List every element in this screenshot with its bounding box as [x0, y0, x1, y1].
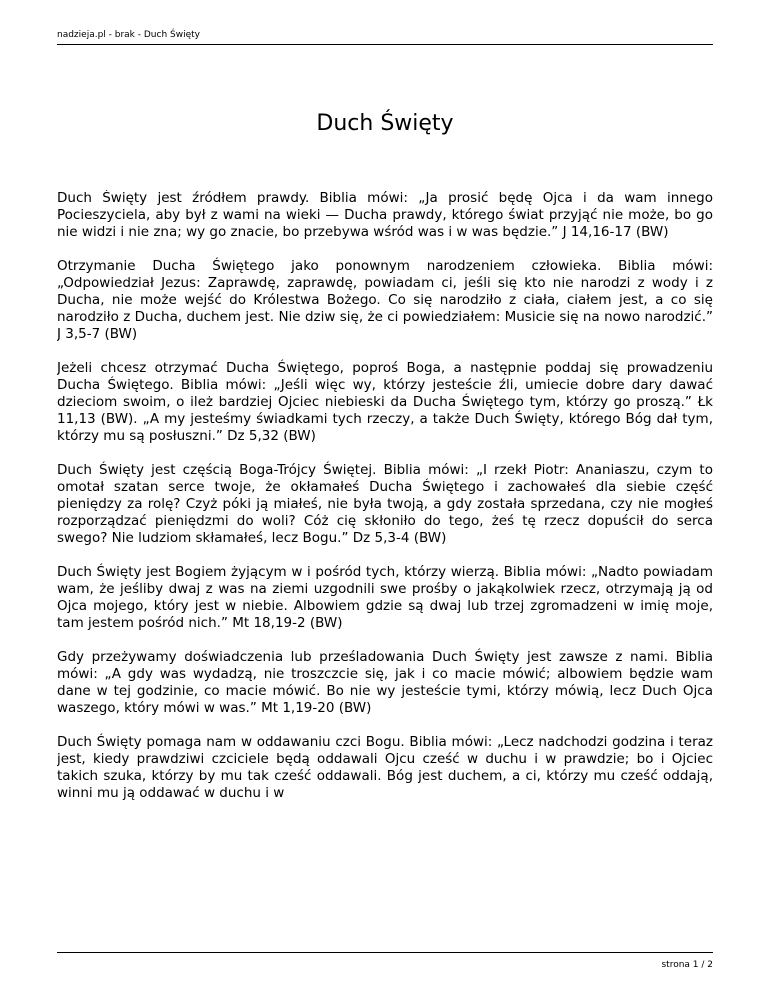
document-body — [57, 190, 713, 910]
page-header: nadzieja.pl - brak - Duch Święty — [57, 30, 200, 40]
paragraph: Jeżeli chcesz otrzymać Ducha Świętego, poproś Boga, a następnie poddaj się prowadzeniu Ducha Świętego. Biblia mówi: „Jeśli więc wy, którzy jesteście źli, umiecie dobre dary dawać dzieciom swoim, o ileż bardziej Ojciec niebieski da Ducha Świętego tym, którzy go proszą.” Łk 11,13 (BW). „A my jesteśmy świadkami tych rzeczy, a także Duch Święty, którego Bóg dał tym, którzy mu są posłuszni.” Dz 5,32 (BW) — [57, 360, 713, 444]
paragraph: Otrzymanie Ducha Świętego jako ponownym narodzeniem człowieka. Biblia mówi: „Odpowiedział Jezus: Zaprawdę, zaprawdę, powiadam ci, jeśli się kto nie narodzi z wody i z Ducha, nie może wejść do Królestwa Bożego. Co się narodziło z ciała, ciałem jest, a co się narodziło z Ducha, duchem jest. Nie dziw się, że ci powiedziałem: Musicie się na nowo narodzić.” J 3,5-7 (BW) — [57, 258, 713, 342]
paragraph: Duch Święty jest Bogiem żyjącym w i pośród tych, którzy wierzą. Biblia mówi: „Nadto powiadam wam, że jeśliby dwaj z was na ziemi uzgodnili swe prośby o jakąkolwiek rzecz, otrzymają ją od Ojca mojego, który jest w niebie. Albowiem gdzie są dwaj lub trzej zgromadzeni w imię moje, tam jestem pośród nich.” Mt 18,19-2 (BW) — [57, 564, 713, 631]
footer-divider — [57, 952, 713, 953]
page-number: strona 1 / 2 — [661, 960, 713, 970]
paragraph: Duch Święty pomaga nam w oddawaniu czci Bogu. Biblia mówi: „Lecz nadchodzi godzina i teraz jest, kiedy prawdziwi czciciele będą oddawali Ojcu cześć w duchu i w prawdzie; bo i Ojciec takich szuka, którzy by mu tak cześć oddawali. Bóg jest duchem, a ci, którzy mu cześć oddają, winni mu ją oddawać w duchu i w — [57, 734, 713, 801]
paragraph: Gdy przeżywamy doświadczenia lub prześladowania Duch Święty jest zawsze z nami. Biblia mówi: „A gdy was wydadzą, nie troszczcie się, jak i co macie mówić; albowiem będzie wam dane w tej godzinie, co macie mówić. Bo nie wy jesteście tymi, którzy mówią, lecz Duch Ojca waszego, który mówi w was.” Mt 1,19-20 (BW) — [57, 649, 713, 716]
header-divider — [57, 44, 713, 45]
paragraph: Duch Święty jest źródłem prawdy. Biblia mówi: „Ja prosić będę Ojca i da wam innego Pocieszyciela, aby był z wami na wieki — Ducha prawdy, którego świat przyjąć nie może, bo go nie widzi i nie zna; wy go znacie, bo przebywa wśród was i w was będzie.” J 14,16-17 (BW) — [57, 190, 713, 240]
page-title: Duch Święty — [316, 111, 454, 136]
paragraph: Duch Święty jest częścią Boga-Trójcy Świętej. Biblia mówi: „I rzekł Piotr: Ananiaszu, czym to omotał szatan serce twoje, że okłamałeś Ducha Świętego i zachowałeś dla siebie część pieniędzy za rolę? Czyż póki ją miałeś, nie była twoją, a gdy została sprzedana, czy nie mogłeś rozporządzać pieniędzmi do woli? Cóż cię skłoniło do tego, żeś tę rzecz dopuścił do serca swego? Nie ludziom skłamałeś, lecz Bogu.” Dz 5,3-4 (BW) — [57, 462, 713, 546]
